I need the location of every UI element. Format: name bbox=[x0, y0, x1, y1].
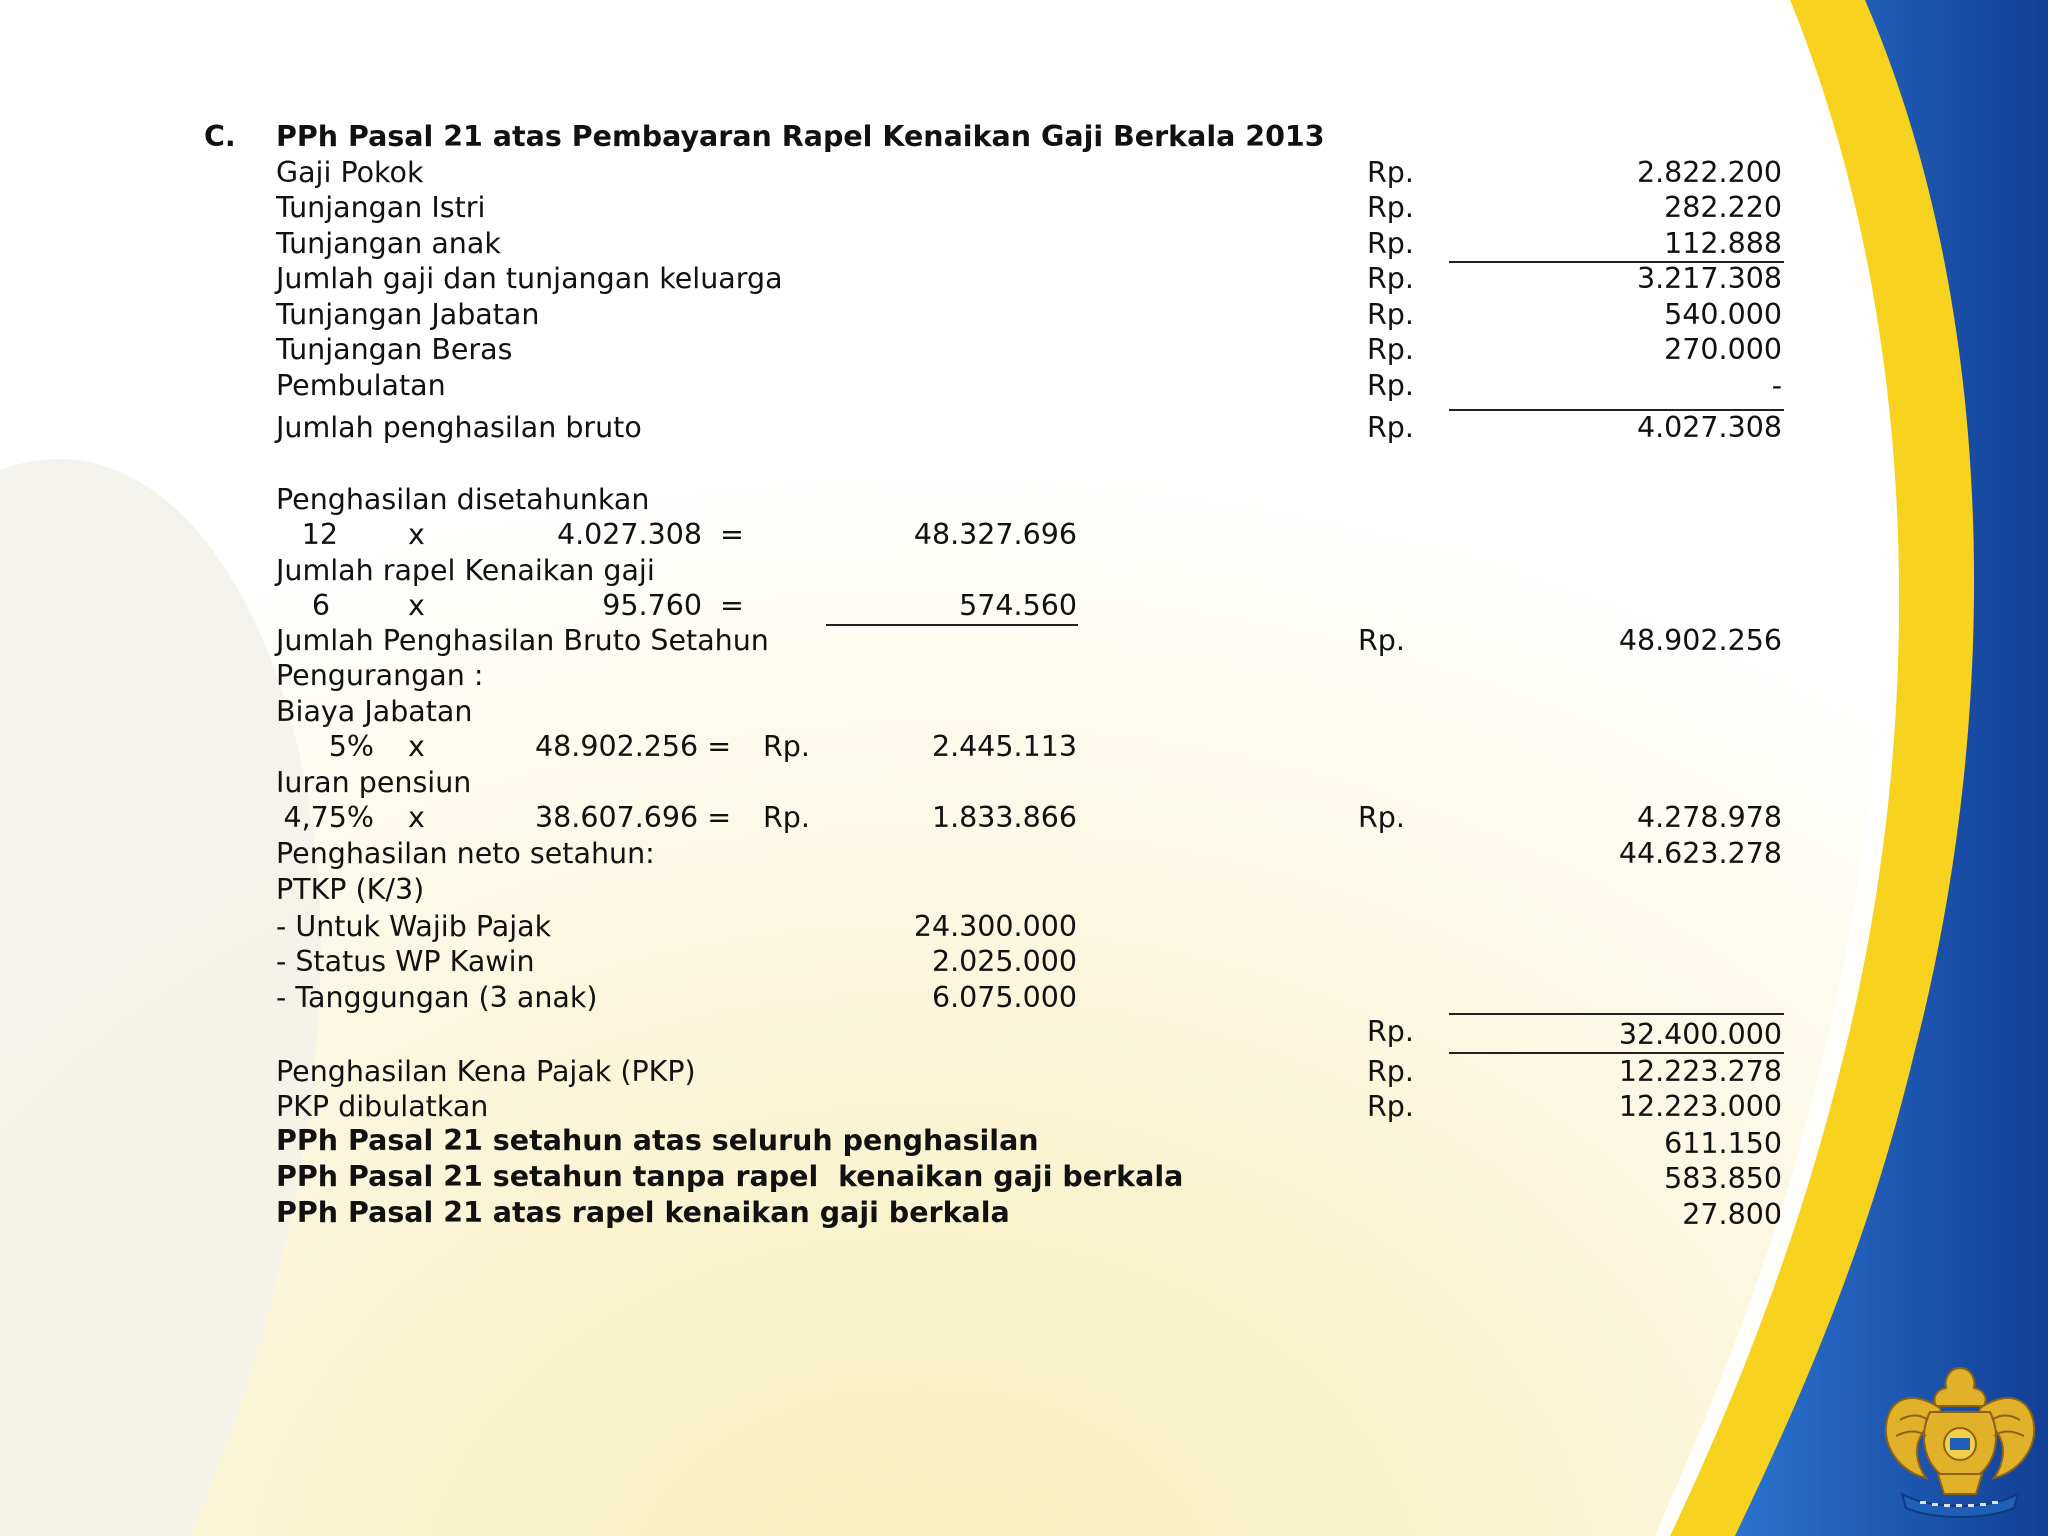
pph-label: PPh Pasal 21 setahun tanpa rapel kenaikan gaji berkala bbox=[276, 1160, 1184, 1193]
income-value: 540.000 bbox=[1664, 298, 1782, 331]
rp-label: Rp. bbox=[1367, 1055, 1414, 1088]
pph-value: 611.150 bbox=[1664, 1127, 1782, 1160]
rp-label: Rp. bbox=[1367, 156, 1414, 189]
biaya-amount: 2.445.113 bbox=[931, 730, 1077, 763]
pph-value: 583.850 bbox=[1664, 1162, 1782, 1195]
iuran-pct: 4,75% bbox=[283, 801, 374, 834]
pkp-rounded-label: PKP dibulatkan bbox=[276, 1090, 489, 1123]
calc-equals: = bbox=[720, 518, 744, 551]
neto-value: 44.623.278 bbox=[1618, 837, 1782, 870]
neto-label: Penghasilan neto setahun: bbox=[276, 837, 655, 870]
income-label: Jumlah gaji dan tunjangan keluarga bbox=[276, 262, 783, 295]
pph-label: PPh Pasal 21 atas rapel kenaikan gaji berkala bbox=[276, 1196, 1010, 1229]
rp-label: Rp. bbox=[1367, 191, 1414, 224]
annualized-label: Penghasilan disetahunkan bbox=[276, 483, 650, 516]
income-label: Tunjangan Jabatan bbox=[276, 298, 540, 331]
calc-base: 4.027.308 bbox=[556, 518, 702, 551]
ministry-emblem-logo bbox=[1880, 1348, 2040, 1524]
biaya-jabatan-label: Biaya Jabatan bbox=[276, 695, 473, 728]
rp-label: Rp. bbox=[1367, 333, 1414, 366]
iuran-amount: 1.833.866 bbox=[931, 801, 1077, 834]
calc-multiplier: 6 bbox=[311, 589, 330, 622]
section-title: PPh Pasal 21 atas Pembayaran Rapel Kenaikan Gaji Berkala 2013 bbox=[276, 120, 1325, 153]
income-value: 3.217.308 bbox=[1636, 262, 1782, 295]
rp-label: Rp. bbox=[1367, 1015, 1414, 1048]
income-label: Tunjangan anak bbox=[276, 227, 501, 260]
biaya-base: 48.902.256 = bbox=[535, 730, 732, 763]
ptkp-item-label: - Untuk Wajib Pajak bbox=[276, 910, 552, 943]
rp-label: Rp. bbox=[1358, 801, 1405, 834]
calc-times: x bbox=[408, 730, 425, 763]
rp-label: Rp. bbox=[1367, 411, 1414, 444]
sum-rule bbox=[1449, 1013, 1784, 1015]
calc-base: 95.760 bbox=[602, 589, 702, 622]
income-value: - bbox=[1771, 369, 1782, 402]
iuran-pensiun-label: Iuran pensiun bbox=[276, 766, 472, 799]
income-label: Pembulatan bbox=[276, 369, 446, 402]
pkp-value: 12.223.278 bbox=[1618, 1055, 1782, 1088]
calc-times: x bbox=[408, 518, 425, 551]
calc-multiplier: 12 bbox=[301, 518, 338, 551]
income-label: Tunjangan Istri bbox=[276, 191, 486, 224]
rapel-label: Jumlah rapel Kenaikan gaji bbox=[276, 554, 655, 587]
ptkp-item-label: - Tanggungan (3 anak) bbox=[276, 981, 598, 1014]
income-value: 112.888 bbox=[1664, 227, 1782, 260]
pph-label: PPh Pasal 21 setahun atas seluruh penghasilan bbox=[276, 1124, 1039, 1157]
bruto-year-value: 48.902.256 bbox=[1618, 624, 1782, 657]
rp-label: Rp. bbox=[763, 730, 810, 763]
bruto-year-label: Jumlah Penghasilan Bruto Setahun bbox=[276, 624, 769, 657]
ptkp-item-value: 2.025.000 bbox=[931, 945, 1077, 978]
biaya-pct: 5% bbox=[328, 730, 374, 763]
deductions-total: 4.278.978 bbox=[1636, 801, 1782, 834]
rp-label: Rp. bbox=[1358, 624, 1405, 657]
income-label: Tunjangan Beras bbox=[276, 333, 513, 366]
sum-rule bbox=[1449, 1052, 1784, 1054]
ptkp-label: PTKP (K/3) bbox=[276, 873, 425, 906]
rp-label: Rp. bbox=[1367, 1090, 1414, 1123]
calc-result: 48.327.696 bbox=[913, 518, 1077, 551]
ptkp-total: 32.400.000 bbox=[1618, 1018, 1782, 1051]
rp-label: Rp. bbox=[1367, 369, 1414, 402]
calc-times: x bbox=[408, 589, 425, 622]
section-letter: C. bbox=[204, 120, 236, 153]
calc-result: 574.560 bbox=[959, 589, 1077, 622]
income-value: 282.220 bbox=[1664, 191, 1782, 224]
iuran-base: 38.607.696 = bbox=[535, 801, 732, 834]
pph-value: 27.800 bbox=[1682, 1198, 1782, 1231]
ptkp-item-value: 24.300.000 bbox=[913, 910, 1077, 943]
rp-label: Rp. bbox=[1367, 262, 1414, 295]
income-value: 2.822.200 bbox=[1636, 156, 1782, 189]
income-label: Jumlah penghasilan bruto bbox=[276, 411, 642, 444]
pkp-rounded-value: 12.223.000 bbox=[1618, 1090, 1782, 1123]
ptkp-item-label: - Status WP Kawin bbox=[276, 945, 535, 978]
pkp-label: Penghasilan Kena Pajak (PKP) bbox=[276, 1055, 696, 1088]
calc-equals: = bbox=[720, 589, 744, 622]
rp-label: Rp. bbox=[1367, 298, 1414, 331]
deductions-label: Pengurangan : bbox=[276, 659, 484, 692]
rp-label: Rp. bbox=[763, 801, 810, 834]
rp-label: Rp. bbox=[1367, 227, 1414, 260]
calc-times: x bbox=[408, 801, 425, 834]
sum-rule bbox=[826, 624, 1078, 626]
ptkp-item-value: 6.075.000 bbox=[931, 981, 1077, 1014]
income-value: 270.000 bbox=[1664, 333, 1782, 366]
income-value: 4.027.308 bbox=[1636, 411, 1782, 444]
income-label: Gaji Pokok bbox=[276, 156, 424, 189]
